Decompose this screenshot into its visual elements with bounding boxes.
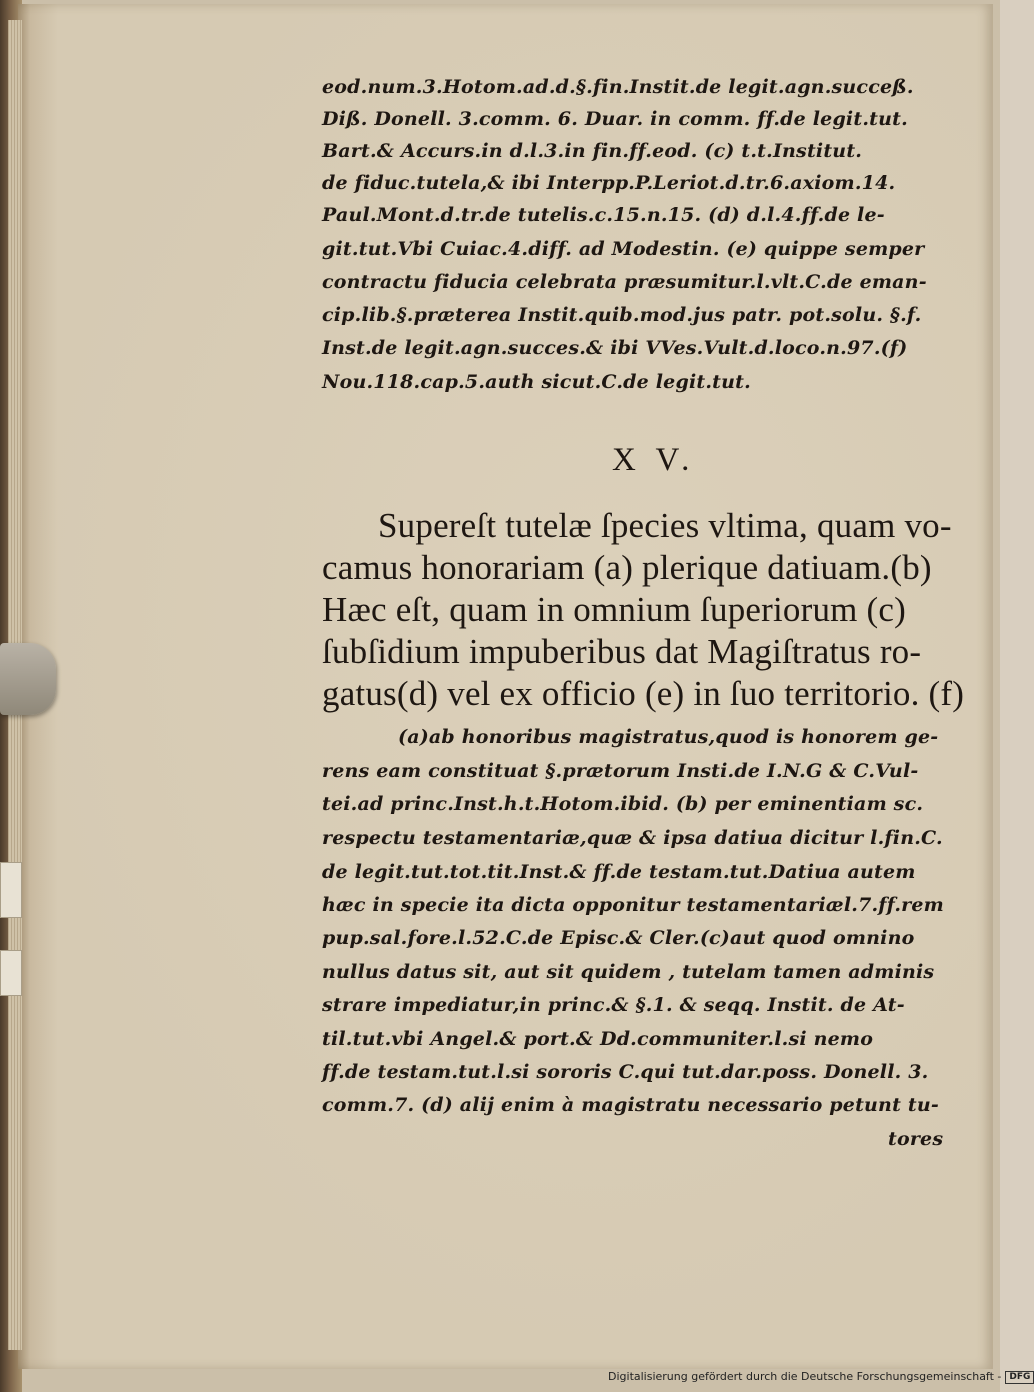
footnote-line: hæc in specie ita dicta opponitur testamentariæl.7.ff.rem — [322, 894, 944, 916]
credit-text: Digitalisierung gefördert durch die Deutsche Forschungsgemeinschaft - — [608, 1370, 1002, 1383]
footnote-line: cip.lib.§.præterea Instit.quib.mod.jus patr. pot.solu. §.f. — [322, 304, 922, 326]
main-text-line: camus honorariam (a) plerique datiuam.(b) — [322, 548, 932, 587]
footnote-line: de fiduc.tutela,& ibi Interpp.P.Leriot.d.tr.6.axiom.14. — [322, 172, 896, 194]
footnote-line: Paul.Mont.d.tr.de tutelis.c.15.n.15. (d) d.l.4.ff.de le- — [322, 204, 885, 226]
section-heading: X V. — [612, 442, 696, 478]
main-text-line: ſubſidium impuberibus dat Magiſtratus ro- — [322, 632, 922, 671]
main-text-line: gatus(d) vel ex officio (e) in ſuo territorio. (f) — [322, 674, 965, 713]
footnote-line: pup.sal.fore.l.52.C.de Episc.& Cler.(c)aut quod omnino — [322, 927, 915, 949]
footnote-line: Bart.& Accurs.in d.l.3.in fin.ff.eod. (c) t.t.Institut. — [322, 140, 863, 162]
footnote-line: Inst.de legit.agn.succes.& ibi VVes.Vult.d.loco.n.97.(f) — [322, 337, 908, 359]
footnote-line: Diß. Donell. 3.comm. 6. Duar. in comm. ff.de legit.tut. — [322, 108, 908, 130]
digitization-credit — [608, 1370, 1034, 1384]
footnote-line: contractu fiducia celebrata præsumitur.l.vlt.C.de eman- — [322, 271, 927, 293]
footnote-line: nullus datus sit, aut sit quidem , tutelam tamen adminis — [322, 961, 935, 983]
footnote-line: eod.num.3.Hotom.ad.d.§.fin.Instit.de legit.agn.succeß. — [322, 76, 914, 98]
dfg-logo: DFG — [1005, 1371, 1034, 1384]
main-text-line: Supereſt tutelæ ſpecies vltima, quam vo- — [378, 506, 952, 545]
footnote-line: git.tut.Vbi Cuiac.4.diff. ad Modestin. (e) quippe semper — [322, 238, 925, 260]
footnote-line: strare impediatur,in princ.& §.1. & seqq. Instit. de At- — [322, 994, 905, 1016]
footnote-catchword: tores — [888, 1128, 944, 1150]
footnote-line: (a)ab honoribus magistratus,quod is honorem ge- — [398, 726, 939, 748]
main-text-line: Hæc eſt, quam in omnium ſuperiorum (c) — [322, 590, 907, 629]
footnote-line: comm.7. (d) alij enim à magistratu necessario petunt tu- — [322, 1094, 939, 1116]
footnote-line: til.tut.vbi Angel.& port.& Dd.communiter.l.si nemo — [322, 1028, 874, 1050]
footnote-line: ff.de testam.tut.l.si sororis C.qui tut.dar.poss. Donell. 3. — [322, 1061, 929, 1083]
footnote-line: tei.ad princ.Inst.h.t.Hotom.ibid. (b) per eminentiam sc. — [322, 793, 924, 815]
footnote-line: de legit.tut.tot.tit.Inst.& ff.de testam.tut.Datiua autem — [322, 861, 916, 883]
footnote-line: Nou.118.cap.5.auth sicut.C.de legit.tut. — [322, 371, 751, 393]
footnote-line: rens eam constituat §.prætorum Insti.de I.N.G & C.Vul- — [322, 760, 919, 782]
footnote-line: respectu testamentariæ,quæ & ipsa datiua dicitur l.fin.C. — [322, 827, 943, 849]
